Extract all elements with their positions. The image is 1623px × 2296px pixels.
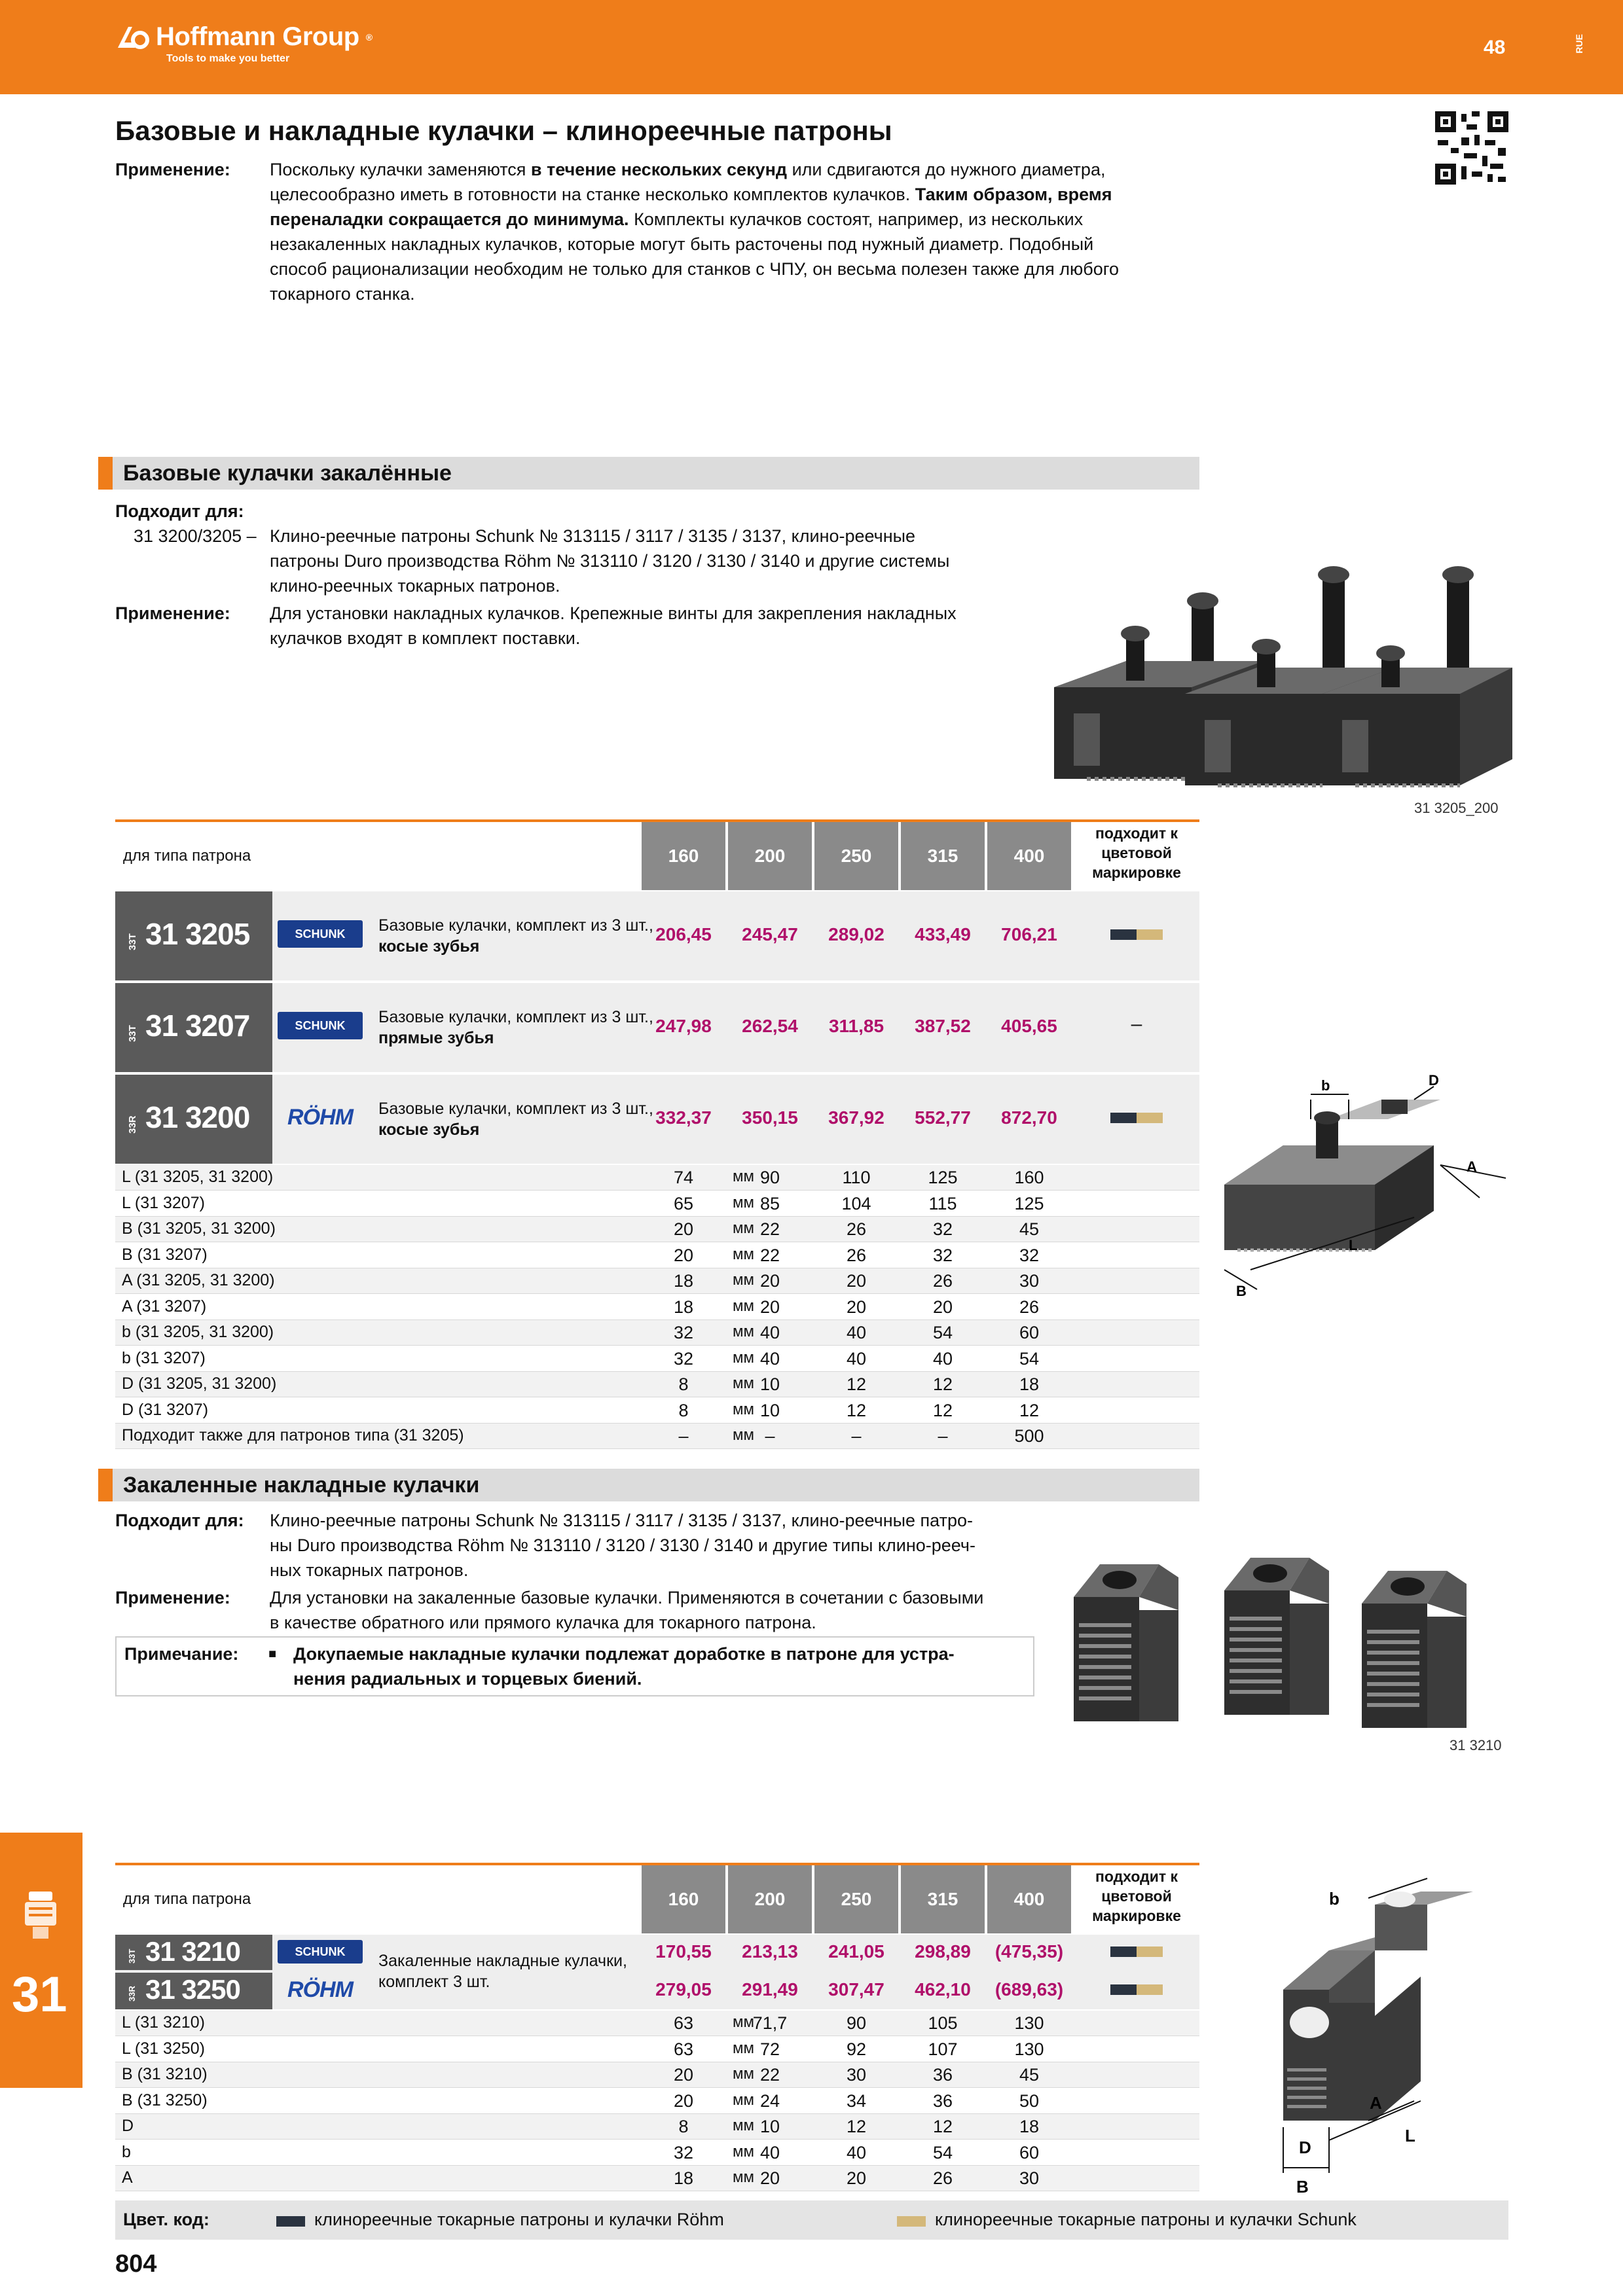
article-code[interactable]: 31 3200 (145, 1100, 250, 1134)
dimension-value: 10 (759, 2117, 780, 2136)
dimension-value: 115 (928, 1193, 957, 1213)
dimension-row (115, 2011, 1199, 2036)
dimension-value: 8 (678, 2117, 689, 2136)
dimension-value: 18 (1019, 1374, 1040, 1394)
dim-label-D: D (1299, 2138, 1311, 2157)
dimension-value: 18 (673, 1297, 694, 1317)
table1-size-250: 250 (814, 822, 898, 890)
dimension-name: B (31 3250) (122, 2090, 208, 2109)
dimension-value: 105 (928, 2013, 958, 2033)
schunk-logo: SCHUNK (278, 1012, 363, 1039)
price-400[interactable]: 706,21 (1001, 924, 1057, 944)
top-jaws-photo (1061, 1551, 1519, 1728)
dimension-unit: мм (733, 2013, 754, 2031)
dim-label-A: A (1370, 2093, 1382, 2113)
table2-color-header: подходит к цветовой маркировке (1074, 1867, 1199, 1935)
dimension-name: D (31 3205, 31 3200) (122, 1374, 277, 1393)
dimension-value: 60 (1019, 1323, 1040, 1342)
language-code: RUE (1574, 34, 1584, 54)
dim-label-L: L (1405, 2126, 1415, 2145)
dimension-unit: мм (733, 2065, 754, 2083)
logo-tagline: Tools to make you better (166, 53, 290, 64)
dimension-unit: мм (733, 2039, 754, 2057)
section1-use-label: Применение: (115, 603, 230, 623)
table1-size-160: 160 (642, 822, 725, 890)
dimension-value: 12 (932, 1374, 953, 1394)
dimension-value: 20 (673, 2090, 694, 2111)
price-400[interactable]: (689,63) (994, 1979, 1064, 2000)
dimension-value: 110 (842, 1168, 871, 1187)
chuck-jaw-icon (22, 1889, 59, 1941)
section-heading-top-jaws: Закаленные накладные кулачки (98, 1469, 1199, 1501)
dim-label-b: b (1329, 1889, 1340, 1909)
schunk-logo: SCHUNK (278, 920, 363, 948)
qr-code-icon[interactable] (1435, 111, 1508, 185)
dimension-name: D (31 3207) (122, 1400, 209, 1419)
chapter-tab[interactable] (0, 1833, 82, 2088)
table2-size-250: 250 (814, 1865, 898, 1933)
dim-label-D: D (1429, 1073, 1439, 1088)
chapter-number: 31 (12, 1967, 67, 2022)
price-200[interactable]: 350,15 (742, 1107, 798, 1128)
dimension-name: L (31 3250) (122, 2039, 205, 2058)
dim-label-A: A (1467, 1158, 1477, 1175)
dimension-value: 74 (673, 1168, 694, 1187)
dimension-value: 18 (673, 1271, 694, 1291)
dimension-value: 26 (932, 1271, 953, 1291)
dimension-name: A (31 3205, 31 3200) (122, 1271, 275, 1289)
dimension-unit: мм (733, 1374, 754, 1392)
dimension-value: 45 (1019, 2065, 1040, 2085)
dimension-value: 50 (1019, 2090, 1040, 2111)
dimension-value: 130 (1014, 2013, 1044, 2033)
section2-fits-text: Клино-реечные патроны Schunk № 313115 / 3117 / 3135 / 3137, клино-реечные патро- ны Duro производства Röhm № 313110 / 3120 / 3130 / 3140 и другие типы клино-рееч- ных токарных патронов. (270, 1511, 976, 1580)
table1-size-200: 200 (728, 822, 812, 890)
dimension-unit: мм (733, 2090, 754, 2109)
dimension-value: 40 (932, 1348, 953, 1369)
dimension-value: 40 (846, 1348, 867, 1369)
rohm-logo: RÖHM (287, 1977, 353, 2002)
table1-size-315: 315 (901, 822, 985, 890)
section-heading-base-jaws: Базовые кулачки закалённые (98, 457, 1199, 490)
dimension-name: Подходит также для патронов типа (31 3205) (122, 1426, 464, 1444)
dimension-row (115, 1217, 1199, 1242)
price-160[interactable]: 206,45 (655, 924, 712, 944)
table2-header-label: для типа патрона (123, 1890, 251, 1908)
dimension-value: 30 (1019, 1271, 1040, 1291)
dimension-name: B (31 3210) (122, 2065, 208, 2083)
dimension-unit: мм (733, 1400, 754, 1418)
dimension-value: 8 (678, 1400, 689, 1420)
dimension-value: 12 (846, 2117, 867, 2136)
color-code-swatch (1110, 929, 1163, 940)
dimension-value: 500 (1014, 1426, 1044, 1446)
dimension-unit: мм (733, 1348, 754, 1367)
color-code-none: – (1131, 1013, 1142, 1035)
dimension-value: 32 (932, 1219, 953, 1239)
price-160[interactable]: 279,05 (655, 1979, 712, 2000)
note-box (115, 1636, 1034, 1696)
dimension-value: 60 (1019, 2142, 1040, 2162)
note-bullet: ■ (268, 1647, 277, 1661)
dimension-row (115, 1165, 1199, 1191)
price-315[interactable]: 387,52 (915, 1016, 971, 1036)
section2-fits-label: Подходит для: (115, 1511, 244, 1530)
dimension-unit: мм (733, 2117, 754, 2134)
price-200[interactable]: 245,47 (742, 924, 798, 944)
dimension-value: 20 (759, 1271, 780, 1291)
dimension-value: 22 (759, 1219, 780, 1239)
dimension-row (115, 1268, 1199, 1294)
legend-label: Цвет. код: (123, 2210, 210, 2229)
dimension-unit: мм (733, 1297, 754, 1315)
dimension-value: 12 (1019, 1400, 1040, 1420)
dimension-value: 24 (759, 2090, 780, 2111)
dimension-value: 92 (846, 2039, 867, 2059)
article-code[interactable]: 31 3250 (145, 1974, 240, 2005)
base-jaw-dimension-diagram (1218, 1073, 1506, 1309)
dimension-name: B (31 3205, 31 3200) (122, 1219, 276, 1238)
dimension-value: 12 (932, 2117, 953, 2136)
dimension-value: 40 (759, 1323, 780, 1342)
photo1-caption: 31 3205_200 (1414, 800, 1499, 816)
dimension-value: 32 (1019, 1245, 1040, 1265)
dimension-value: 20 (846, 2168, 867, 2188)
dimension-value: 72 (759, 2039, 780, 2059)
dimension-name: L (31 3205, 31 3200) (122, 1168, 274, 1186)
note-text: Докупаемые накладные кулачки подлежат доработке в патроне для устра- нения радиальных и торцевых биений. (293, 1644, 955, 1689)
section1-fits-text: Клино-реечные патроны Schunk № 313115 / 3117 / 3135 / 3137, клино-реечные патроны Duro производства Röhm № 313110 / 3120 / 3130 / 3140 и другие системы клино-реечных токарных патронов. (270, 526, 950, 596)
article-prefix: 33R (127, 1115, 138, 1134)
article-prefix: 33T (127, 1948, 137, 1964)
note-label: Примечание: (124, 1644, 239, 1664)
dimension-value: 20 (759, 2168, 780, 2188)
dimension-value: 36 (932, 2090, 953, 2111)
dimension-row (115, 2166, 1199, 2191)
logo-brand-text: Hoffmann Group (156, 22, 359, 51)
price-400[interactable]: 872,70 (1001, 1107, 1057, 1128)
dimension-value: 54 (932, 1323, 953, 1342)
table2-size-315: 315 (901, 1865, 985, 1933)
top-jaw-dimension-diagram (1257, 1865, 1506, 2193)
dimension-value: 20 (673, 1219, 694, 1239)
color-code-swatch (1110, 1946, 1163, 1957)
dimension-value: 71,7 (752, 2013, 788, 2033)
price-400[interactable]: 405,65 (1001, 1016, 1057, 1036)
dimension-value: 160 (1014, 1168, 1044, 1187)
dimension-value: – (851, 1426, 862, 1446)
price-200[interactable]: 262,54 (742, 1016, 798, 1036)
legend-swatch-schunk (897, 2216, 926, 2227)
hoffmann-logo[interactable]: Hoffmann Group ® Tools to make you better (115, 22, 373, 65)
dimension-value: 90 (759, 1168, 780, 1187)
legend-item-rohm: клинореечные токарные патроны и кулачки Röhm (314, 2210, 724, 2229)
page-title: Базовые и накладные кулачки – клинореечные патроны (115, 115, 892, 146)
dimension-value: 34 (846, 2090, 867, 2111)
price-250[interactable]: 367,92 (828, 1107, 884, 1128)
table2-size-160: 160 (642, 1865, 725, 1933)
table2-size-400: 400 (987, 1865, 1071, 1933)
dimension-name: A (122, 2168, 133, 2187)
dimension-value: 130 (1014, 2039, 1044, 2059)
dimension-value: 20 (673, 1245, 694, 1265)
dimension-value: – (765, 1426, 775, 1446)
dimension-row (115, 1243, 1199, 1268)
dimension-name: A (31 3207) (122, 1297, 207, 1316)
section2-use-text: Для установки на закаленные базовые кулачки. Применяются в сочетании с базовыми в качестве обратного или прямого кулачка для токарного патрона. (270, 1588, 984, 1632)
dimension-name: B (31 3207) (122, 1245, 208, 1264)
dimension-name: D (122, 2117, 134, 2135)
dimension-value: 40 (846, 2142, 867, 2162)
dimension-value: 32 (932, 1245, 953, 1265)
article-code[interactable]: 31 3205 (145, 917, 250, 951)
dimension-value: 40 (846, 1323, 867, 1342)
dimension-value: 10 (759, 1374, 780, 1394)
dimension-unit: мм (733, 1219, 754, 1237)
dimension-value: 8 (678, 1374, 689, 1394)
dimension-value: 18 (1019, 2117, 1040, 2136)
dimension-value: 12 (846, 1400, 867, 1420)
dimension-row (115, 1398, 1199, 1424)
legend-item-schunk: клинореечные токарные патроны и кулачки Schunk (935, 2210, 1357, 2229)
color-code-legend (115, 2200, 1508, 2240)
dimension-row (115, 1424, 1199, 1449)
table1-header-label: для типа патрона (123, 847, 251, 865)
rohm-logo: RÖHM (287, 1104, 353, 1130)
price-250[interactable]: 311,85 (828, 1016, 884, 1036)
dimension-value: 26 (846, 1245, 867, 1265)
dimension-row (115, 2089, 1199, 2114)
dimension-value: 107 (928, 2039, 958, 2059)
dimension-value: 20 (673, 2065, 694, 2085)
article-prefix: 33T (127, 1025, 138, 1042)
article-description: Закаленные накладные кулачки, комплект 3 шт. (378, 1952, 627, 1991)
article-description: Базовые кулачки, комплект из 3 шт., косые зубья (378, 916, 653, 956)
table2-size-200: 200 (728, 1865, 812, 1933)
section2-use-label: Применение: (115, 1588, 230, 1607)
dimension-value: – (938, 1426, 948, 1446)
price-160[interactable]: 170,55 (655, 1941, 712, 1962)
dimension-row (115, 1191, 1199, 1217)
intro-label: Применение: (115, 160, 230, 179)
article-prefix: 33T (127, 933, 138, 950)
dimension-unit: мм (733, 1426, 754, 1444)
dimension-unit: мм (733, 2142, 754, 2161)
dimension-value: 20 (759, 1297, 780, 1317)
dimension-row (115, 1295, 1199, 1320)
dimension-name: b (31 3207) (122, 1348, 206, 1367)
dimension-value: 10 (759, 1400, 780, 1420)
color-code-swatch (1110, 1984, 1163, 1995)
logo-mark-icon (115, 23, 149, 52)
dimension-value: 30 (1019, 2168, 1040, 2188)
dimension-name: L (31 3207) (122, 1193, 205, 1212)
dim-label-L: L (1349, 1237, 1358, 1253)
price-250[interactable]: 241,05 (828, 1941, 884, 1962)
price-200[interactable]: 291,49 (742, 1979, 798, 2000)
dimension-unit: мм (733, 1168, 754, 1185)
article-prefix: 33R (127, 1986, 137, 2001)
dimension-value: 12 (932, 1400, 953, 1420)
intro-text: Поскольку кулачки заменяются в течение нескольких секунд или сдвигаются до нужного диаметра, целесообразно иметь в готовности на станке несколько комплектов кулачков. Таким образом, время переналадки сокращается до минимума. Комплекты кулачков состоят, например, из нескольких незакаленных накладных кулачков, которые могут быть расточены под нужный диаметр. Подобный способ рационализации необходим не только для станков с ЧПУ, он весьма полезен также для любого токарного станка. (270, 160, 1119, 304)
dimension-value: 125 (928, 1168, 958, 1187)
article-code[interactable]: 31 3207 (145, 1009, 250, 1043)
dimension-value: 40 (759, 1348, 780, 1369)
dimension-value: 85 (759, 1193, 780, 1213)
dimension-value: 32 (673, 2142, 694, 2162)
page-number-top: 48 (1484, 37, 1506, 58)
article-code[interactable]: 31 3210 (145, 1936, 240, 1967)
dimension-unit: мм (733, 2168, 754, 2186)
color-code-swatch (1110, 1113, 1163, 1123)
dimension-value: 45 (1019, 1219, 1040, 1239)
price-315[interactable]: 462,10 (915, 1979, 971, 2000)
price-315[interactable]: 433,49 (915, 924, 971, 944)
dimension-value: 26 (932, 2168, 953, 2188)
section1-fits-label: Подходит для: (115, 501, 244, 521)
price-315[interactable]: 552,77 (915, 1107, 971, 1128)
dimension-value: 65 (673, 1193, 694, 1213)
dimension-value: 32 (673, 1323, 694, 1342)
dimension-value: 36 (932, 2065, 953, 2085)
dimension-value: 26 (846, 1219, 867, 1239)
base-jaws-photo (1048, 556, 1519, 818)
dimension-value: 30 (846, 2065, 867, 2085)
dimension-name: L (31 3210) (122, 2013, 205, 2032)
dimension-row (115, 1372, 1199, 1397)
dimension-value: 104 (841, 1193, 871, 1213)
price-200[interactable]: 213,13 (742, 1941, 798, 1962)
dimension-unit: мм (733, 1193, 754, 1211)
dimension-row (115, 2114, 1199, 2140)
dimension-value: 26 (1019, 1297, 1040, 1317)
dimension-row (115, 2062, 1199, 2088)
dimension-value: – (678, 1426, 689, 1446)
section1-fits-code: 31 3200/3205 – (134, 526, 257, 546)
dim-label-B: B (1296, 2177, 1309, 2193)
dimension-value: 22 (759, 1245, 780, 1265)
dimension-row (115, 1346, 1199, 1372)
dimension-value: 12 (846, 1374, 867, 1394)
article-description: Базовые кулачки, комплект из 3 шт., прямые зубья (378, 1008, 653, 1047)
dimension-value: 63 (673, 2013, 694, 2033)
dimension-value: 20 (846, 1271, 867, 1291)
article-description: Базовые кулачки, комплект из 3 шт., косые зубья (378, 1100, 653, 1139)
section1-use-text: Для установки накладных кулачков. Крепежные винты для закрепления накладных кулачков входят в комплект поставки. (270, 603, 957, 648)
price-315[interactable]: 298,89 (915, 1941, 971, 1962)
dimension-value: 32 (673, 1348, 694, 1369)
price-160[interactable]: 247,98 (655, 1016, 712, 1036)
page-header (0, 0, 1623, 94)
dimension-value: 54 (932, 2142, 953, 2162)
dimension-name: b (122, 2142, 131, 2161)
dimension-value: 18 (673, 2168, 694, 2188)
dimension-row (115, 1320, 1199, 1346)
table1-color-header: подходит к цветовой маркировке (1074, 823, 1199, 891)
dimension-name: b (31 3205, 31 3200) (122, 1323, 274, 1341)
price-250[interactable]: 289,02 (828, 924, 884, 944)
schunk-logo: SCHUNK (278, 1940, 363, 1964)
legend-swatch-rohm (276, 2216, 305, 2227)
dimension-row (115, 2140, 1199, 2166)
photo2-caption: 31 3210 (1450, 1737, 1502, 1753)
dimension-unit: мм (733, 1271, 754, 1289)
price-250[interactable]: 307,47 (828, 1979, 884, 2000)
dimension-value: 40 (759, 2142, 780, 2162)
dim-label-b: b (1321, 1077, 1330, 1094)
dimension-value: 125 (1014, 1193, 1044, 1213)
table1-size-400: 400 (987, 822, 1071, 890)
dimension-unit: мм (733, 1323, 754, 1340)
dimension-value: 22 (759, 2065, 780, 2085)
dimension-value: 54 (1019, 1348, 1040, 1369)
page-number-bottom: 804 (115, 2250, 157, 2278)
dimension-row (115, 2037, 1199, 2062)
price-160[interactable]: 332,37 (655, 1107, 712, 1128)
dim-label-B: B (1236, 1283, 1247, 1299)
dimension-value: 63 (673, 2039, 694, 2059)
price-400[interactable]: (475,35) (994, 1941, 1064, 1962)
dimension-unit: мм (733, 1245, 754, 1263)
dimension-value: 90 (846, 2013, 867, 2033)
dimension-value: 20 (932, 1297, 953, 1317)
dimension-value: 20 (846, 1297, 867, 1317)
